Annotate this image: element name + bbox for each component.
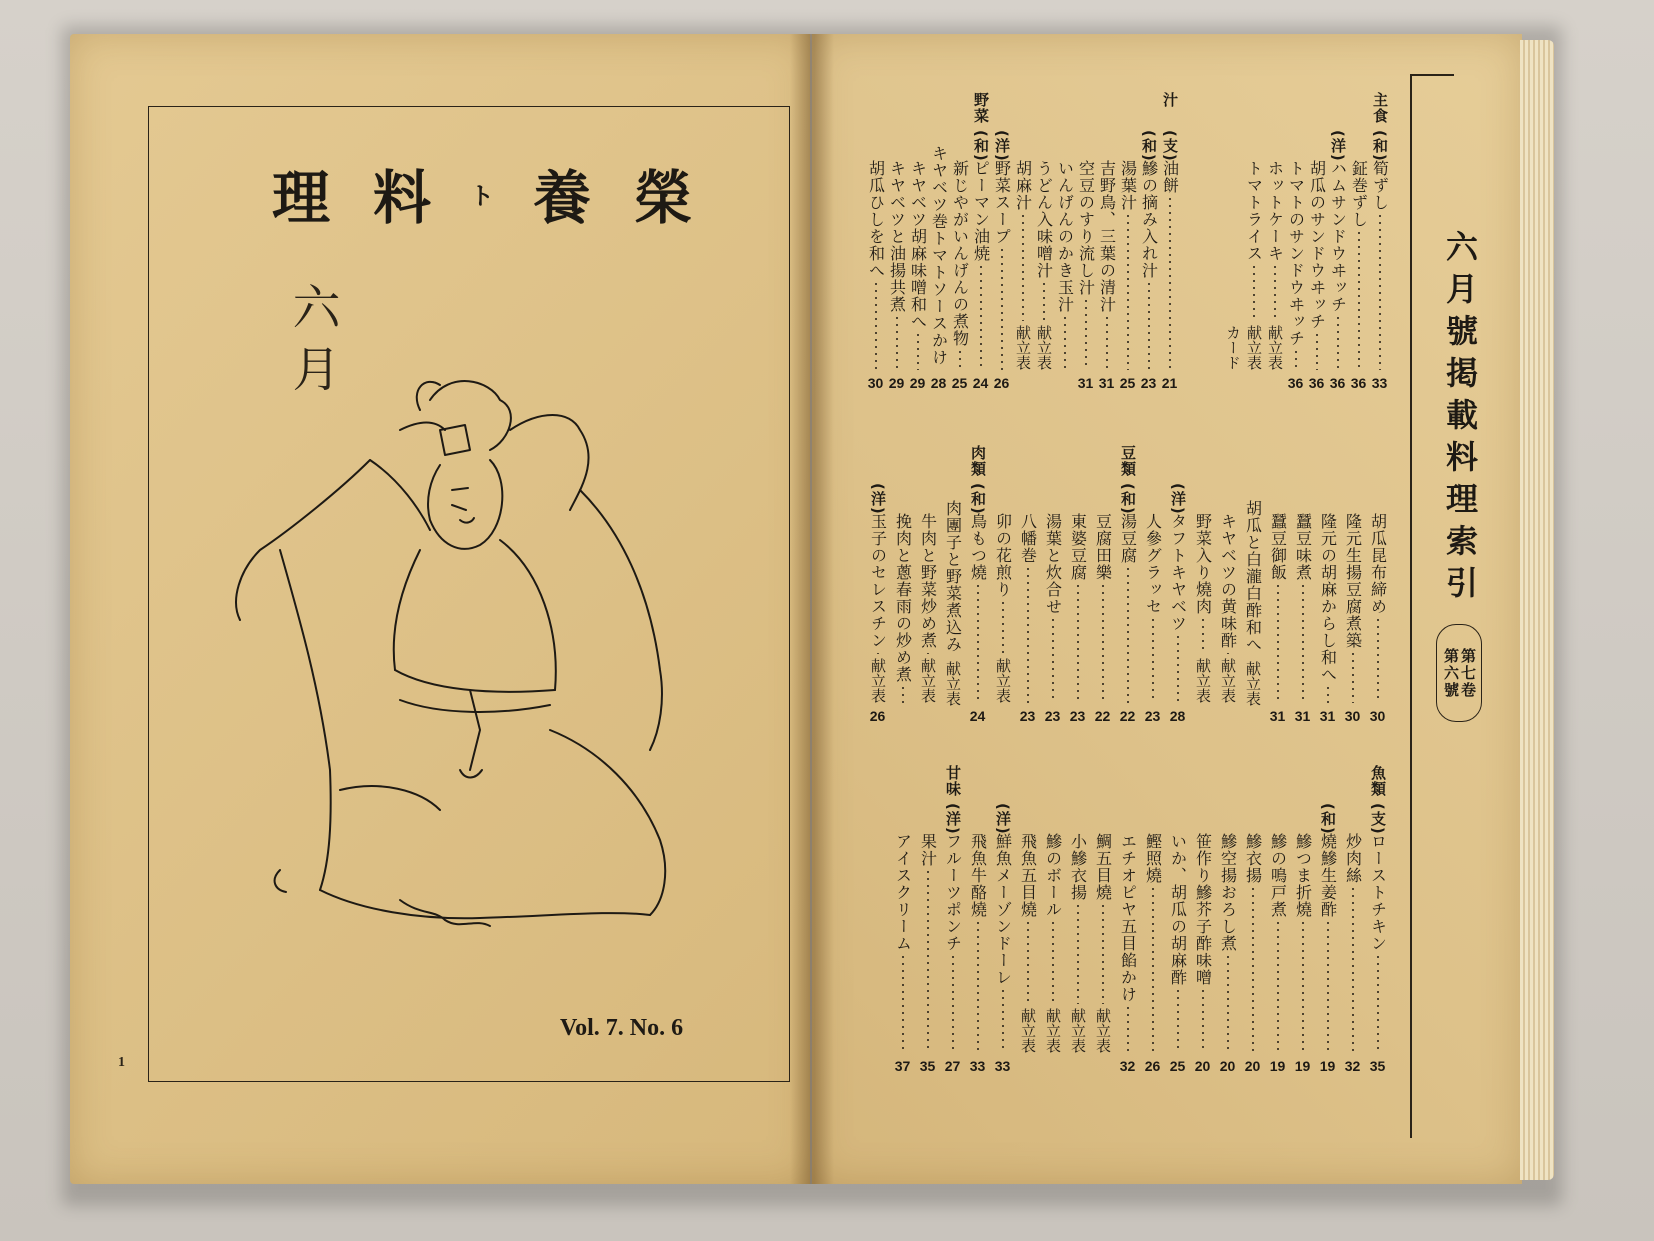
index-category: 主食 — [1371, 92, 1389, 124]
leader-dots — [1102, 585, 1104, 703]
index-entry — [1012, 92, 1033, 392]
index-dish-name: 燒鰺生姜酢 — [1318, 833, 1338, 918]
index-cuisine: (和) — [1119, 483, 1137, 515]
index-page-number: 25 — [1169, 1058, 1186, 1074]
index-dish-name: 胡麻汁 — [1013, 160, 1033, 211]
index-dish-name: 鰺の鳴戸煮 — [1268, 833, 1288, 918]
index-entry — [1033, 92, 1054, 392]
index-category: 野菜 — [972, 92, 990, 124]
leader-dots — [1177, 990, 1179, 1053]
index-note: 献立表 — [1069, 1008, 1087, 1053]
index-page-number: 35 — [1369, 1058, 1386, 1074]
index-note: 献立表 — [1035, 325, 1053, 370]
index-dish-name: 新じやがいんげんの煮物 — [950, 160, 970, 347]
index-note: 献立表 — [1194, 658, 1212, 703]
leader-dots — [1274, 266, 1276, 321]
index-dish-name: 蠶豆味煮 — [1293, 513, 1313, 581]
leader-dots — [1377, 956, 1379, 1053]
index-page-number: 20 — [1244, 1058, 1261, 1074]
index-dish-name: キヤベツ巻トマトソースかけ — [929, 145, 949, 366]
index-dish-name: キヤベツの黄味酢 — [1218, 513, 1238, 649]
index-page-number: 23 — [1140, 375, 1157, 391]
index-page-number: 36 — [1308, 375, 1325, 391]
leader-dots — [1352, 653, 1354, 703]
leader-dots — [927, 653, 929, 654]
magazine-title — [272, 148, 692, 238]
index-entry — [1240, 445, 1265, 725]
index-dish-name: トマトのサンドウヰッチ — [1286, 160, 1306, 347]
index-dish-name: 筍ずし — [1370, 160, 1390, 211]
volume-badge — [1436, 624, 1482, 722]
index-dish-name: 東婆豆腐 — [1068, 513, 1088, 581]
index-dish-name: エチオピヤ五目餡かけ — [1118, 833, 1138, 1003]
index-page-number: 30 — [1344, 708, 1361, 724]
title-char-4: 養 — [532, 164, 591, 232]
leader-dots — [1252, 888, 1254, 1053]
index-dish-name: 鰺空揚おろし煮 — [1218, 833, 1238, 952]
leader-dots — [1152, 619, 1154, 703]
index-entry — [1065, 445, 1090, 725]
index-entry — [1340, 765, 1365, 1075]
index-dish-name: 鉦巻ずし — [1349, 160, 1369, 228]
index-cuisine: (洋) — [944, 803, 962, 835]
index-category: 魚類 — [1369, 765, 1387, 797]
index-dish-name: 鯛五目燒 — [1093, 833, 1113, 901]
index-note: 献立表 — [1219, 658, 1237, 703]
index-page-number: 25 — [951, 375, 968, 391]
index-dish-name: うどん入味噌汁 — [1034, 160, 1054, 279]
index-entry — [1265, 445, 1290, 725]
index-note: 献立表 — [919, 658, 937, 703]
leader-dots — [1001, 249, 1003, 370]
index-cuisine: (洋) — [1169, 483, 1187, 515]
volume-badge-line-2: 第六號 — [1442, 647, 1460, 699]
index-title: 六月號掲載料理索引 — [1441, 230, 1479, 608]
index-entry — [1096, 92, 1117, 392]
index-dish-name: 笹作り鰺芥子酢味噌 — [1193, 833, 1213, 986]
index-entry — [915, 765, 940, 1075]
index-note: 献立表 — [994, 658, 1012, 703]
index-entry — [1215, 765, 1240, 1075]
index-page-number: 29 — [909, 375, 926, 391]
index-entry — [1348, 92, 1369, 392]
index-dish-name: 胡瓜のサンドウヰッチ — [1307, 160, 1327, 330]
index-entry — [940, 765, 965, 1075]
leader-dots — [1379, 215, 1381, 370]
index-dish-name: ホットケーキ — [1265, 160, 1285, 262]
index-entry — [928, 92, 949, 392]
index-dish-name: 鰺衣揚 — [1243, 833, 1263, 884]
index-entry — [1115, 765, 1140, 1075]
index-page-number: 30 — [867, 375, 884, 391]
leader-dots — [977, 585, 979, 703]
index-note: カード — [1224, 325, 1242, 370]
index-entry — [1365, 765, 1390, 1075]
index-entry — [1240, 765, 1265, 1075]
index-page-number: 31 — [1098, 375, 1115, 391]
leader-dots — [1127, 1007, 1129, 1053]
index-entry — [1075, 92, 1096, 392]
index-entry — [990, 445, 1015, 725]
leader-dots — [980, 266, 982, 370]
index-note: 献立表 — [1244, 661, 1262, 707]
leader-dots — [1085, 300, 1087, 370]
leader-dots — [1227, 653, 1229, 654]
index-entry — [1140, 765, 1165, 1075]
leader-dots — [1127, 215, 1129, 370]
index-dish-name: 挽肉と蔥春雨の炒め煮 — [893, 513, 913, 683]
woman-illustration — [220, 370, 720, 970]
index-note: 献立表 — [869, 658, 887, 703]
leader-dots — [1077, 585, 1079, 703]
index-page-number: 31 — [1294, 708, 1311, 724]
index-entry — [1117, 92, 1138, 392]
index-page-number: 27 — [944, 1058, 961, 1074]
leader-dots — [1002, 990, 1004, 1053]
index-dish-name: 牛肉と野菜炒め煮 — [918, 513, 938, 649]
index-category: 肉類 — [969, 445, 987, 477]
index-category: 甘味 — [944, 765, 962, 797]
index-dish-name: キヤベツ胡麻味噌和へ — [908, 160, 928, 330]
index-entry — [1015, 445, 1040, 725]
index-entry — [1201, 92, 1222, 392]
index-entry — [890, 445, 915, 725]
volume-badge-line-1: 第七卷 — [1459, 647, 1477, 699]
leader-dots — [1327, 922, 1329, 1053]
index-dish-name: 小鰺衣揚 — [1068, 833, 1088, 901]
index-dish-name: 鮮魚メーゾンドーレ — [993, 833, 1013, 986]
index-dish-name: 飛魚牛酪燒 — [968, 833, 988, 918]
index-page-number: 24 — [972, 375, 989, 391]
index-entry — [1138, 92, 1159, 392]
leader-dots — [1002, 602, 1004, 654]
index-dish-name: ローストチキン — [1368, 833, 1388, 952]
index-page-number: 33 — [969, 1058, 986, 1074]
index-dish-name: 胡瓜と白瀧白酢和へ — [1243, 500, 1263, 654]
index-page-number: 35 — [919, 1058, 936, 1074]
index-note: 献立表 — [1245, 325, 1263, 370]
index-page-number: 33 — [994, 1058, 1011, 1074]
index-page-number: 20 — [1219, 1058, 1236, 1074]
index-page-number: 23 — [1069, 708, 1086, 724]
index-page-number: 23 — [1144, 708, 1161, 724]
index-entry — [965, 445, 990, 725]
index-note: 献立表 — [1266, 325, 1284, 370]
index-entry — [1190, 445, 1215, 725]
leader-dots — [1295, 351, 1297, 370]
index-entry — [1315, 445, 1340, 725]
index-entry — [1065, 765, 1090, 1075]
index-dish-name: 飛魚五目燒 — [1018, 833, 1038, 918]
leader-dots — [1358, 232, 1360, 370]
title-char-3: ト — [470, 181, 494, 210]
index-entry — [1290, 445, 1315, 725]
index-cuisine: (洋) — [1329, 130, 1347, 162]
index-dish-name: 油餅 — [1160, 160, 1180, 194]
leader-dots — [1177, 636, 1179, 703]
index-entry — [990, 765, 1015, 1075]
leader-dots — [1152, 888, 1154, 1053]
leader-dots — [977, 922, 979, 1053]
index-entry — [1090, 765, 1115, 1075]
index-cuisine: (支) — [1161, 130, 1179, 162]
leader-dots — [1316, 334, 1318, 370]
index-dish-name: 鰺のボール — [1043, 833, 1063, 918]
leader-dots — [896, 317, 898, 370]
leader-dots — [902, 956, 904, 1053]
leader-dots — [1148, 283, 1150, 370]
index-dish-name: タフトキヤベツ — [1168, 513, 1188, 632]
index-page-number: 19 — [1294, 1058, 1311, 1074]
index-entry — [1159, 92, 1180, 392]
index-dish-name: 卯の花煎り — [993, 513, 1013, 598]
leader-dots — [1169, 198, 1171, 370]
month-label: 六月 — [284, 282, 340, 406]
index-dish-name: ハムサンドウヰッチ — [1328, 160, 1348, 313]
index-entry — [1340, 445, 1365, 725]
index-dish-name: いか、胡瓜の胡麻酢 — [1168, 833, 1188, 986]
leader-dots — [1302, 922, 1304, 1053]
leader-dots — [1302, 585, 1304, 703]
index-entry — [949, 92, 970, 392]
index-page-number: 28 — [1169, 708, 1186, 724]
index-page-number: 21 — [1161, 375, 1178, 391]
index-page-number: 36 — [1329, 375, 1346, 391]
index-cuisine: (洋) — [994, 803, 1012, 835]
index-entry — [940, 445, 965, 725]
index-entry — [1040, 445, 1065, 725]
leader-dots — [959, 351, 961, 370]
index-dish-name: 鰺つま折燒 — [1293, 833, 1313, 918]
index-entry — [1243, 92, 1264, 392]
index-page-number: 25 — [1119, 375, 1136, 391]
index-page-number: 26 — [993, 375, 1010, 391]
index-dish-name: 隆元の胡麻からし和へ — [1318, 513, 1338, 683]
index-category: 汁 — [1161, 92, 1179, 108]
index-page-number: 32 — [1344, 1058, 1361, 1074]
leader-dots — [877, 653, 879, 654]
index-dish-name: 鰹照燒 — [1143, 833, 1163, 884]
leader-dots — [1102, 905, 1104, 1004]
leader-dots — [1277, 585, 1279, 703]
leader-dots — [1027, 922, 1029, 1004]
index-dish-name: ピーマン油焼 — [971, 160, 991, 262]
index-cuisine: (和) — [1371, 130, 1389, 162]
index-dish-name: 野菜入り燒肉 — [1193, 513, 1213, 615]
index-dish-name: 炒肉絲 — [1343, 833, 1363, 884]
index-page-number: 26 — [1144, 1058, 1161, 1074]
index-entry — [886, 92, 907, 392]
index-cuisine: (洋) — [993, 130, 1011, 162]
index-entry — [1090, 445, 1115, 725]
leader-dots — [952, 956, 954, 1053]
index-page-number: 23 — [1019, 708, 1036, 724]
index-entry — [907, 92, 928, 392]
index-page-number: 36 — [1350, 375, 1367, 391]
index-entry — [865, 92, 886, 392]
index-entry — [1327, 92, 1348, 392]
leader-dots — [1043, 283, 1045, 321]
index-page-number: 20 — [1194, 1058, 1211, 1074]
index-page-number: 19 — [1269, 1058, 1286, 1074]
index-entry — [1015, 765, 1040, 1075]
index-entry — [1222, 92, 1243, 392]
index-note: 献立表 — [1044, 1008, 1062, 1053]
leader-dots — [1052, 619, 1054, 703]
index-entry — [1264, 92, 1285, 392]
index-dish-name: キヤベツと油揚共煮 — [887, 160, 907, 313]
index-entry — [1365, 445, 1390, 725]
index-entry — [1215, 445, 1240, 725]
book-gutter — [790, 34, 834, 1184]
index-dish-name: アイスクリーム — [893, 833, 913, 952]
leader-dots — [1377, 619, 1379, 703]
index-dish-name: 吉野鳥、三葉の清汁 — [1097, 160, 1117, 313]
index-dish-name: 隆元生揚豆腐煮築 — [1343, 513, 1363, 649]
index-dish-name: 空豆のすり流し汁 — [1076, 160, 1096, 296]
index-page-number: 31 — [1269, 708, 1286, 724]
index-entry — [915, 445, 940, 725]
leader-dots — [1127, 568, 1129, 703]
index-cuisine: (和) — [972, 130, 990, 162]
index-entry — [1285, 92, 1306, 392]
index-dish-name: フルーツポンチ — [943, 833, 963, 952]
index-entry — [1040, 765, 1065, 1075]
leader-dots — [1202, 619, 1204, 654]
index-entry — [1306, 92, 1327, 392]
leader-dots — [1227, 956, 1229, 1053]
index-page-number: 26 — [869, 708, 886, 724]
index-page-number: 36 — [1287, 375, 1304, 391]
leader-dots — [1202, 990, 1204, 1053]
index-dish-name: 蠶豆御飯 — [1268, 513, 1288, 581]
index-dish-name: 野菜スープ — [992, 160, 1012, 245]
index-dish-name: 豆腐田樂 — [1093, 513, 1113, 581]
volume-number: Vol. 7. No. 6 — [560, 1015, 684, 1041]
index-section-middle — [855, 445, 1390, 725]
leader-dots — [1052, 922, 1054, 1004]
index-dish-name: 玉子のセレスチン — [868, 513, 888, 649]
index-page-number: 29 — [888, 375, 905, 391]
leader-dots — [1277, 922, 1279, 1053]
index-dish-name: 肉團子と野菜煮込み — [943, 500, 963, 654]
index-entry — [865, 445, 890, 725]
leader-dots — [917, 334, 919, 370]
index-page-number: 32 — [1119, 1058, 1136, 1074]
leader-dots — [1327, 687, 1329, 703]
index-page-number: 23 — [1044, 708, 1061, 724]
index-entry — [1180, 92, 1201, 392]
index-dish-name: 人參グラッセ — [1143, 513, 1163, 615]
index-dish-name: 湯葉汁 — [1118, 160, 1138, 211]
index-cuisine: (支) — [1369, 803, 1387, 835]
index-page-number: 31 — [1319, 708, 1336, 724]
index-entry — [1165, 445, 1190, 725]
index-dish-name: 八幡巻 — [1018, 513, 1038, 564]
index-page-number: 37 — [894, 1058, 911, 1074]
index-dish-name: 鳥もつ燒 — [968, 513, 988, 581]
index-category: 豆類 — [1119, 445, 1137, 477]
index-page-number: 22 — [1119, 708, 1136, 724]
index-entry — [1315, 765, 1340, 1075]
title-char-2: 料 — [373, 164, 432, 232]
leader-dots — [1022, 215, 1024, 321]
index-note: 献立表 — [1094, 1008, 1112, 1053]
index-page-number: 33 — [1371, 375, 1388, 391]
title-char-5: 榮 — [633, 164, 692, 232]
leader-dots — [1077, 905, 1079, 1004]
index-dish-name: 湯豆腐 — [1118, 513, 1138, 564]
leader-dots — [1253, 266, 1255, 321]
index-page-number: 31 — [1077, 375, 1094, 391]
index-dish-name: いんげんのかき玉汁 — [1055, 160, 1075, 313]
index-entry — [1115, 445, 1140, 725]
index-dish-name: 果汁 — [918, 833, 938, 867]
index-note: 献立表 — [944, 661, 962, 707]
index-cuisine: (洋) — [869, 483, 887, 515]
leader-dots — [1352, 888, 1354, 1053]
page-number: 1 — [118, 1055, 125, 1070]
leader-dots — [927, 871, 929, 1053]
index-section-top — [855, 92, 1390, 392]
index-page-number: 28 — [930, 375, 947, 391]
leader-dots — [902, 687, 904, 703]
index-dish-name: 胡瓜ひしを和へ — [866, 160, 886, 279]
index-dish-name: トマトライス — [1244, 160, 1264, 262]
index-entry — [1140, 445, 1165, 725]
index-rule-vertical — [1410, 74, 1412, 1138]
index-page-number: 24 — [969, 708, 986, 724]
leader-dots — [1027, 568, 1029, 703]
index-cuisine: (和) — [969, 483, 987, 515]
leader-dots — [1064, 317, 1066, 370]
index-page-number: 30 — [1369, 708, 1386, 724]
index-entry — [1290, 765, 1315, 1075]
index-entry — [1265, 765, 1290, 1075]
title-char-1: 理 — [272, 164, 331, 232]
leader-dots — [1337, 317, 1339, 370]
index-entry — [890, 765, 915, 1075]
leader-dots — [875, 283, 877, 370]
index-dish-name: 鰺の摘み入れ汁 — [1139, 160, 1159, 279]
index-note: 献立表 — [1019, 1008, 1037, 1053]
index-entry — [1190, 765, 1215, 1075]
index-page-number: 22 — [1094, 708, 1111, 724]
index-entry — [1165, 765, 1190, 1075]
index-entry — [991, 92, 1012, 392]
index-note: 献立表 — [1014, 325, 1032, 370]
index-entry — [965, 765, 990, 1075]
index-entry — [1369, 92, 1390, 392]
index-rule-horizontal — [1410, 74, 1454, 76]
index-entry — [1054, 92, 1075, 392]
leader-dots — [1106, 317, 1108, 370]
index-dish-name: 胡瓜昆布締め — [1368, 513, 1388, 615]
index-cuisine: (和) — [1319, 803, 1337, 835]
index-dish-name: 湯葉と炊合せ — [1043, 513, 1063, 615]
index-page-number: 19 — [1319, 1058, 1336, 1074]
index-entry — [970, 92, 991, 392]
index-section-bottom — [890, 765, 1390, 1075]
index-cuisine: (和) — [1140, 130, 1158, 162]
page-edges — [1520, 40, 1554, 1180]
